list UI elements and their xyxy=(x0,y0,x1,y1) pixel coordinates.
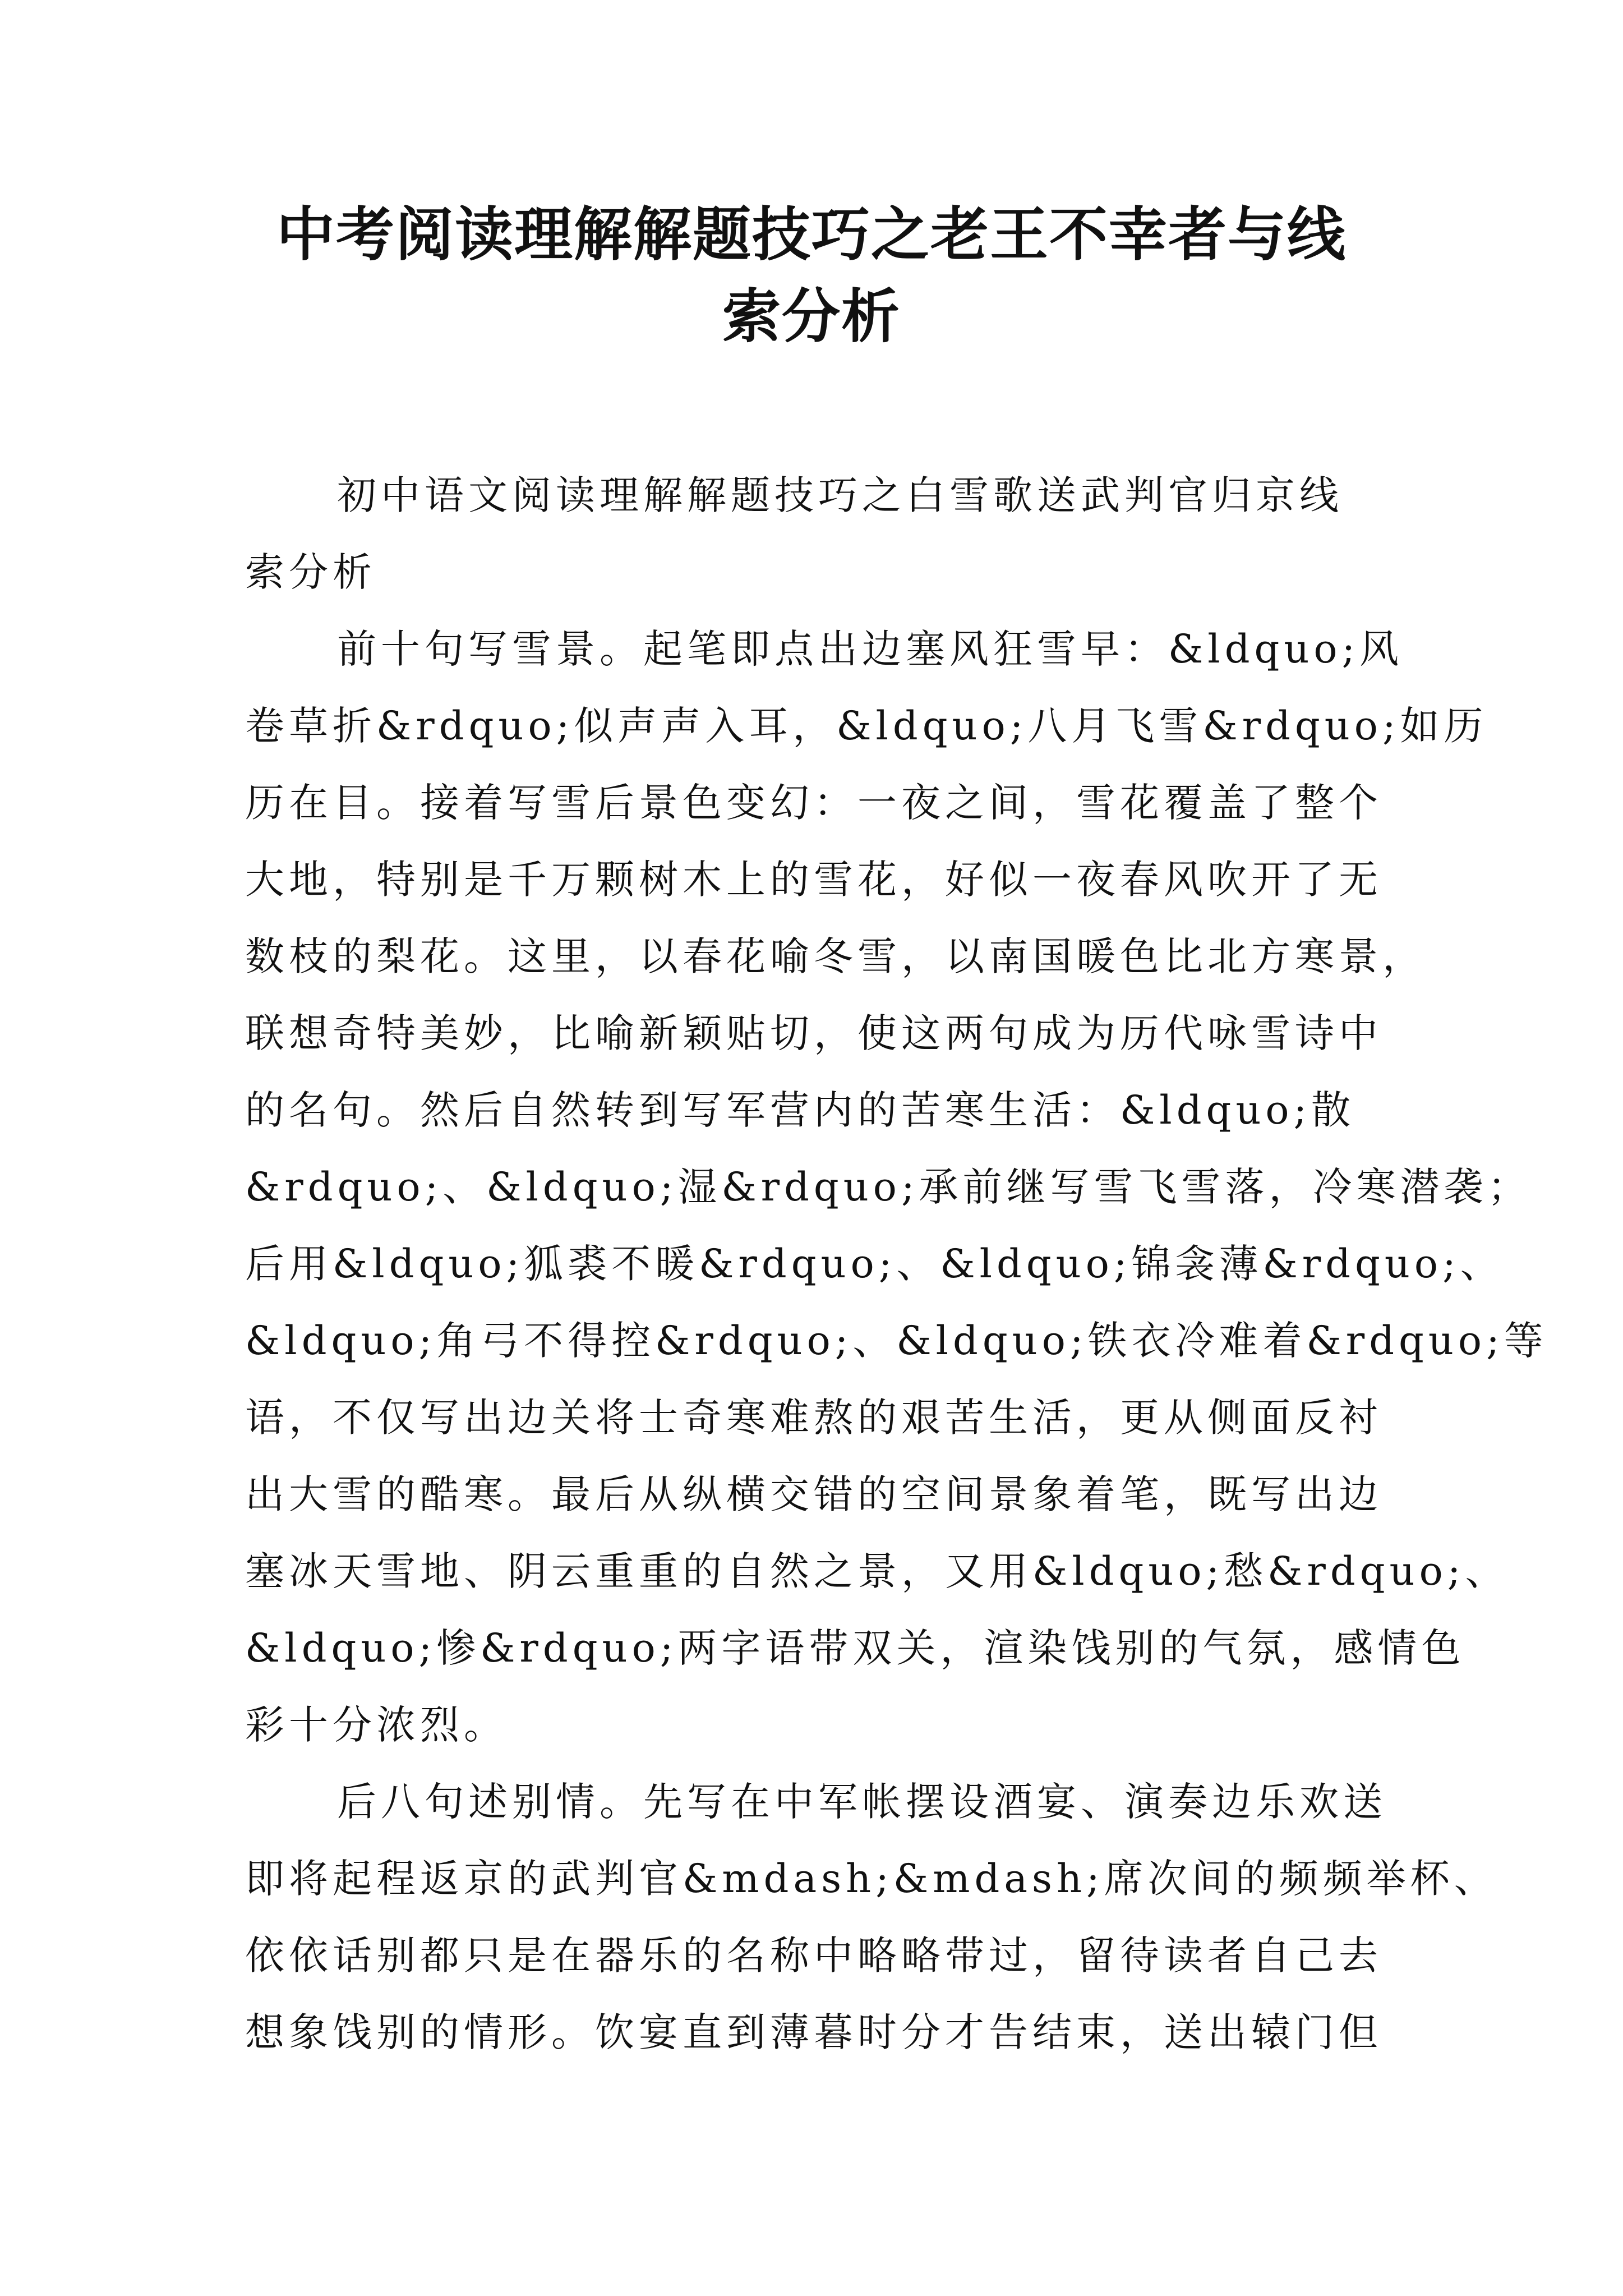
text-line: 数枝的梨花。这里，以春花喻冬雪，以南国暖色比北方寒景， xyxy=(245,933,1426,979)
text-line: 大地，特别是千万颗树木上的雪花，好似一夜春风吹开了无 xyxy=(245,857,1382,903)
text-line: &rdquo;、&ldquo;湿&rdquo;承前继写雪飞雪落，冷寒潜袭； xyxy=(245,1164,1532,1210)
text-line: 后八句述别情。先写在中军帐摆设酒宴、演奏边乐欢送 xyxy=(337,1779,1387,1825)
text-line: 的名句。然后自然转到写军营内的苦寒生活：&ldquo;散 xyxy=(245,1087,1355,1133)
text-line: 卷草折&rdquo;似声声入耳，&ldquo;八月飞雪&rdquo;如历 xyxy=(245,703,1488,749)
text-line: 历在目。接着写雪后景色变幻：一夜之间，雪花覆盖了整个 xyxy=(245,780,1382,826)
text-line: 塞冰天雪地、阴云重重的自然之景，又用&ldquo;愁&rdquo;、 xyxy=(245,1548,1509,1594)
document-body xyxy=(245,457,1548,2071)
text-line: &ldquo;角弓不得控&rdquo;、&ldquo;铁衣冷难着&rdquo;等 xyxy=(245,1318,1548,1364)
text-line: 后用&ldquo;狐裘不暖&rdquo;、&ldquo;锦衾薄&rdquo;、 xyxy=(245,1241,1504,1287)
title-line: 中考阅读理解解题技巧之老王不幸者与线 xyxy=(276,200,1347,269)
text-line: 依依话别都只是在器乐的名称中略略带过，留待读者自己去 xyxy=(245,1932,1382,1978)
title-line: 索分析 xyxy=(722,282,901,351)
text-line: &ldquo;惨&rdquo;两字语带双关，渲染饯别的气氛，感情色 xyxy=(245,1625,1465,1671)
paragraph-1 xyxy=(245,457,1395,611)
text-line: 想象饯别的情形。饮宴直到薄暮时分才告结束，送出辕门但 xyxy=(245,2009,1382,2055)
text-line: 即将起程返京的武判官&mdash;&mdash;席次间的频频举杯、 xyxy=(245,1856,1498,1902)
text-line: 初中语文阅读理解解题技巧之白雪歌送武判官归京线 xyxy=(337,472,1343,518)
text-line: 前十句写雪景。起笔即点出边塞风狂雪早：&ldquo;风 xyxy=(337,626,1404,672)
paragraph-2 xyxy=(245,611,1548,1764)
text-line: 彩十分浓烈。 xyxy=(245,1702,508,1748)
text-line: 索分析 xyxy=(245,549,376,595)
text-line: 出大雪的酷寒。最后从纵横交错的空间景象着笔，既写出边 xyxy=(245,1471,1382,1517)
document-title xyxy=(168,194,1455,357)
text-line: 联想奇特美妙，比喻新颖贴切，使这两句成为历代咏雪诗中 xyxy=(245,1010,1382,1056)
paragraph-3 xyxy=(245,1764,1498,2071)
text-line: 语，不仅写出边关将士奇寒难熬的艰苦生活，更从侧面反衬 xyxy=(245,1395,1382,1441)
